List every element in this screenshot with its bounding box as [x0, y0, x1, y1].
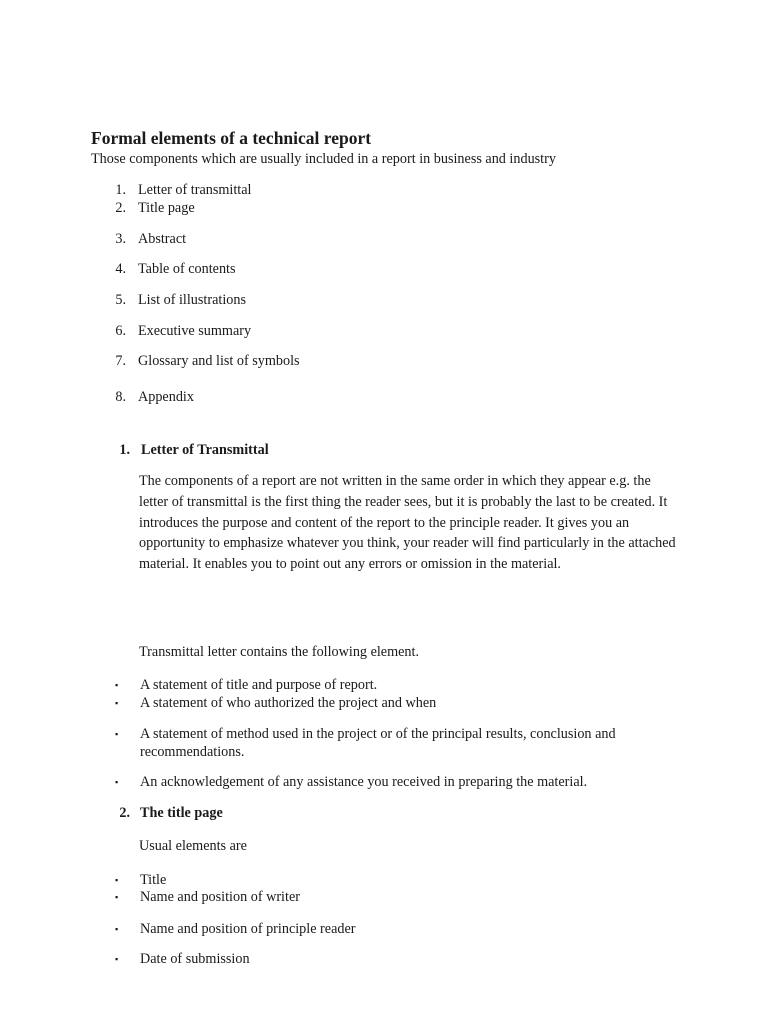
section-number: 2. [119, 805, 130, 821]
bullet-icon: ▪ [115, 954, 119, 964]
list-item-text: A statement of method used in the project or of the principal results, conclusion and [140, 726, 616, 742]
bullet-icon: ▪ [115, 680, 119, 690]
section-heading: Letter of Transmittal [141, 442, 269, 458]
toc-item-number: 1. [115, 182, 126, 198]
list-item-text-continued: recommendations. [140, 744, 245, 760]
toc-item-number: 6. [115, 323, 126, 339]
list-item-text: Name and position of writer [140, 889, 300, 905]
document-subtitle: Those components which are usually included in a report in business and industry [91, 151, 556, 167]
toc-item-number: 2. [115, 200, 126, 216]
toc-item-label: Title page [138, 200, 195, 216]
section-number: 1. [119, 442, 130, 458]
toc-item-number: 3. [115, 231, 126, 247]
list-item-text: Title [140, 872, 167, 888]
toc-item-label: Letter of transmittal [138, 182, 252, 198]
toc-item-label: Glossary and list of symbols [138, 353, 300, 369]
toc-item-number: 4. [115, 261, 126, 277]
toc-item-number: 8. [115, 389, 126, 405]
document-title: Formal elements of a technical report [91, 128, 372, 148]
toc-item-number: 7. [115, 353, 126, 369]
toc-item-number: 5. [115, 292, 126, 308]
toc-item-label: Appendix [138, 389, 194, 405]
section-intro: Usual elements are [139, 838, 247, 854]
list-item-text: Date of submission [140, 951, 250, 967]
bullet-icon: ▪ [115, 875, 119, 885]
list-item-text: A statement of title and purpose of report. [140, 677, 378, 693]
list-item-text: An acknowledgement of any assistance you received in preparing the material. [140, 774, 588, 790]
bullet-icon: ▪ [115, 892, 119, 902]
section-intro: Transmittal letter contains the following element. [139, 644, 420, 660]
toc-item-label: Table of contents [138, 261, 236, 277]
list-item-text: Name and position of principle reader [140, 921, 356, 937]
list-item-text: A statement of who authorized the project and when [140, 695, 437, 711]
toc-item-label: List of illustrations [138, 292, 246, 308]
toc-item-label: Executive summary [138, 323, 252, 339]
bullet-icon: ▪ [115, 777, 119, 787]
bullet-icon: ▪ [115, 698, 119, 708]
section-heading: The title page [140, 805, 223, 821]
bullet-icon: ▪ [115, 924, 119, 934]
toc-item-label: Abstract [138, 231, 187, 247]
section-paragraph: The components of a report are not written in the same order in which they appear e.g. the letter of transmittal is the first thing the reader sees, but it is probably the last to be created. It introduces the purpose and content of the report to the principle reader. It gives you an opportunity to emphasize whatever you think, your reader will find particularly in the attached material. It enables you to point out any errors or omission in the material. [139, 473, 676, 573]
bullet-icon: ▪ [115, 729, 119, 739]
